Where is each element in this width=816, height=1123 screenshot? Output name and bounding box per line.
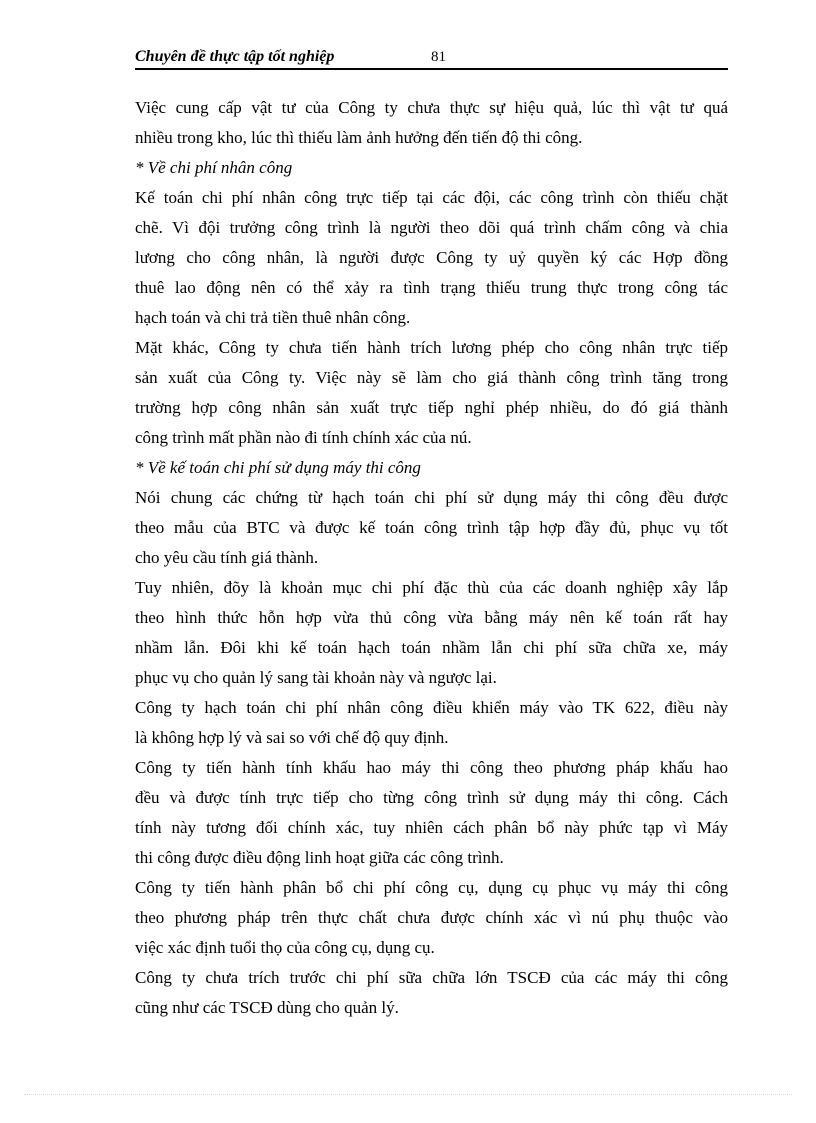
text-line: chẽ. Vì đội trưởng công trình là người theo dõi quá trình chấm công và chia [135,218,728,237]
text-line: Tuy nhiên, đõy là khoản mục chi phí đặc thù của các doanh nghiệp xây lắp [135,578,728,597]
text-line: Công ty tiến hành tính khấu hao máy thi công theo phương pháp khấu hao [135,758,728,777]
text-line: lương cho công nhân, là người được Công ty uỷ quyền ký các Hợp đồng [135,248,728,267]
text-line: đều và được tính trực tiếp cho từng công trình sử dụng máy thi công. Cách [135,788,728,807]
text-line: theo phương pháp trên thực chất chưa được chính xác vì nú phụ thuộc vào [135,908,728,927]
text-line: Nói chung các chứng từ hạch toán chi phí sử dụng máy thi công đều được [135,488,728,507]
text-line: công trình mất phần nào đi tính chính xác của nú. [135,428,472,447]
section-heading: * Về kế toán chi phí sử dụng máy thi công [135,458,421,477]
text-line: việc xác định tuổi thọ của công cụ, dụng cụ. [135,938,435,957]
text-line: theo mẫu của BTC và được kế toán công trình tập hợp đầy đủ, phục vụ tốt [135,518,728,537]
text-line: cho yêu cầu tính giá thành. [135,548,319,567]
text-line: hạch toán và chi trả tiền thuê nhân công. [135,308,411,327]
text-line: Công ty tiến hành phân bổ chi phí công cụ, dụng cụ phục vụ máy thi công [135,878,728,897]
body-text [135,93,728,1023]
text-line: nhầm lẫn. Đôi khi kế toán hạch toán nhầm lẫn chi phí sữa chữa xe, máy [135,638,728,657]
text-line: phục vụ cho quản lý sang tài khoản này và ngược lại. [135,668,497,687]
text-line: Việc cung cấp vật tư của Công ty chưa thực sự hiệu quả, lúc thì vật tư quá [135,98,728,117]
text-line: cũng như các TSCĐ dùng cho quản lý. [135,998,399,1017]
text-line: Mặt khác, Công ty chưa tiến hành trích lương phép cho công nhân trực tiếp [135,338,728,357]
text-line: thuê lao động nên có thể xảy ra tình trạng thiếu trung thực trong công tác [135,278,728,297]
text-line: nhiều trong kho, lúc thì thiếu làm ảnh hưởng đến tiến độ thi công. [135,128,583,147]
text-line: trường hợp công nhân sản xuất trực tiếp nghỉ phép nhiều, do đó giá thành [135,398,728,417]
text-line: Công ty chưa trích trước chi phí sữa chữa lớn TSCĐ của các máy thi công [135,968,728,987]
text-line: Kế toán chi phí nhân công trực tiếp tại các đội, các công trình còn thiếu chặt [135,188,728,207]
text-line: là không hợp lý và sai so với chế độ quy định. [135,728,449,747]
section-heading: * Về chi phí nhân công [135,158,293,177]
page-number: 81 [431,49,446,65]
page-bottom-border [24,1094,792,1095]
text-line: thi công được điều động linh hoạt giữa các công trình. [135,848,504,867]
text-line: sản xuất của Công ty. Việc này sẽ làm cho giá thành công trình tăng trong [135,368,728,387]
text-line: theo hình thức hỗn hợp vừa thủ công vừa bằng máy nên kế toán rất hay [135,608,728,627]
page-header [135,46,728,70]
text-line: Công ty hạch toán chi phí nhân công điều khiển máy vào TK 622, điều này [135,698,728,717]
header-title: Chuyên đề thực tập tốt nghiệp [135,48,335,65]
text-line: tính này tương đối chính xác, tuy nhiên cách phân bổ này phức tạp vì Máy [135,818,728,837]
